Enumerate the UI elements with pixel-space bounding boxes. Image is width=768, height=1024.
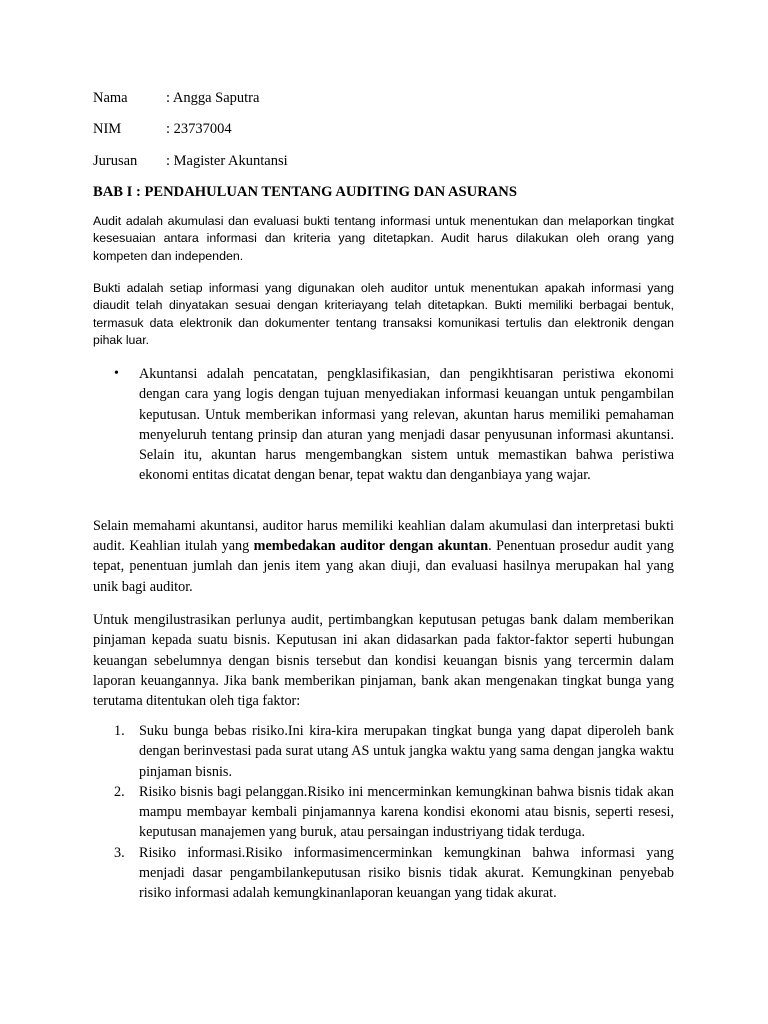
list-number: 3. <box>114 844 125 861</box>
chapter-heading: BAB I : PENDAHULUAN TENTANG AUDITING DAN ASURANS <box>93 184 517 200</box>
p3-bold-text: membedakan auditor dengan akuntan <box>253 538 489 555</box>
paragraph-audit-definition: Audit adalah akumulasi dan evaluasi bukti tentang informasi untuk menentukan dan melaporkan tingkat kesesuaian antara informasi dan kriteria yang ditetapkan. Audit harus dilakukan oleh orang yang kompeten dan independen. <box>93 214 674 263</box>
list-item-text: Suku bunga bebas risiko.Ini kira-kira merupakan tingkat bunga yang dapat diperoleh bank dengan berinvestasi pada surat utang AS untuk jangka waktu yang sama dengan jangka waktu pinjaman bisnis. <box>139 723 674 780</box>
info-row-nama <box>93 89 259 107</box>
bullet-text: Akuntansi adalah pencatatan, pengklasifikasian, dan pengikhtisaran peristiwa ekonomi dengan cara yang logis dengan tujuan menyediakan informasi keuangan untuk pengambilan keputusan. Untuk memberikan informasi yang relevan, akuntan harus memiliki pemahaman menyeluruh tentang prinsip dan aturan yang menjadi dasar penyusunan informasi akuntansi. Selain itu, akuntan harus mengembangkan sistem untuk memastikan bahwa peristiwa ekonomi entitas dicatat dengan benar, tepat waktu dan denganbiaya yang wajar. <box>139 366 674 484</box>
numbered-list <box>114 721 674 904</box>
list-item-text: Risiko informasi.Risiko informasimencerminkan kemungkinan bahwa informasi yang menjadi dasar pengambilankeputusan risiko bisnis tidak akurat. Kemungkinan penyebab risiko informasi adalah kemungkinanlaporan keuangan yang tidak akurat. <box>139 844 674 902</box>
list-item <box>114 782 674 843</box>
nama-value: : Angga Saputra <box>166 90 260 106</box>
nama-label: Nama <box>93 90 128 106</box>
list-number: 1. <box>114 723 125 739</box>
paragraph-ilustrasi-audit: Untuk mengilustrasikan perlunya audit, pertimbangkan keputusan petugas bank dalam memberikan pinjaman kepada suatu bisnis. Keputusan ini akan didasarkan pada faktor-faktor seperti hubungan keuangan sebelumnya dengan bisnis tersebut dan kondisi keuangan bisnis yang tercermin dalam laporan keuangannya. Jika bank memberikan pinjaman, bank akan mengenakan tingkat bunga yang terutama ditentukan oleh tiga faktor: <box>93 612 674 710</box>
jurusan-label: Jurusan <box>93 153 138 169</box>
list-item <box>114 721 674 782</box>
list-number: 2. <box>114 783 125 800</box>
nim-value: : 23737004 <box>166 121 232 137</box>
paragraph-bukti-definition: Bukti adalah setiap informasi yang digunakan oleh auditor untuk menentukan apakah informasi yang diaudit telah dinyatakan sesuai dengan kriteriayang telah ditetapkan. Bukti memiliki berbagai bentuk, termasuk data elektronik dan dokumenter tentang transaksi komunikasi tertulis dan elektronik dengan pihak luar. <box>93 281 674 348</box>
p3-text-after: . Penentuan prosedur audit yang tepat, penentuan jumlah dan jenis item yang akan diuji, dan evaluasi hasilnya merupakan hal yang unik bagi auditor. <box>93 538 674 595</box>
paragraph-keahlian-auditor <box>93 516 674 597</box>
p3-text-before: Selain memahami akuntansi, auditor harus memiliki keahlian dalam akumulasi dan interpretasi bukti audit. Keahlian itulah yang <box>93 518 674 555</box>
list-item <box>114 843 674 904</box>
nim-label: NIM <box>93 121 122 137</box>
bullet-icon: • <box>114 366 119 381</box>
list-item-text: Risiko bisnis bagi pelanggan.Risiko ini mencerminkan kemungkinan bahwa bisnis tidak akan mampu membayar kembali pinjamannya karena kondisi ekonomi atau bisnis, seperti resesi, keputusan manajemen yang buruk, atau persaingan industriyang tidak terduga. <box>139 783 674 841</box>
info-row-jurusan <box>93 152 288 170</box>
info-row-nim <box>93 120 232 138</box>
jurusan-value: : Magister Akuntansi <box>166 153 288 169</box>
